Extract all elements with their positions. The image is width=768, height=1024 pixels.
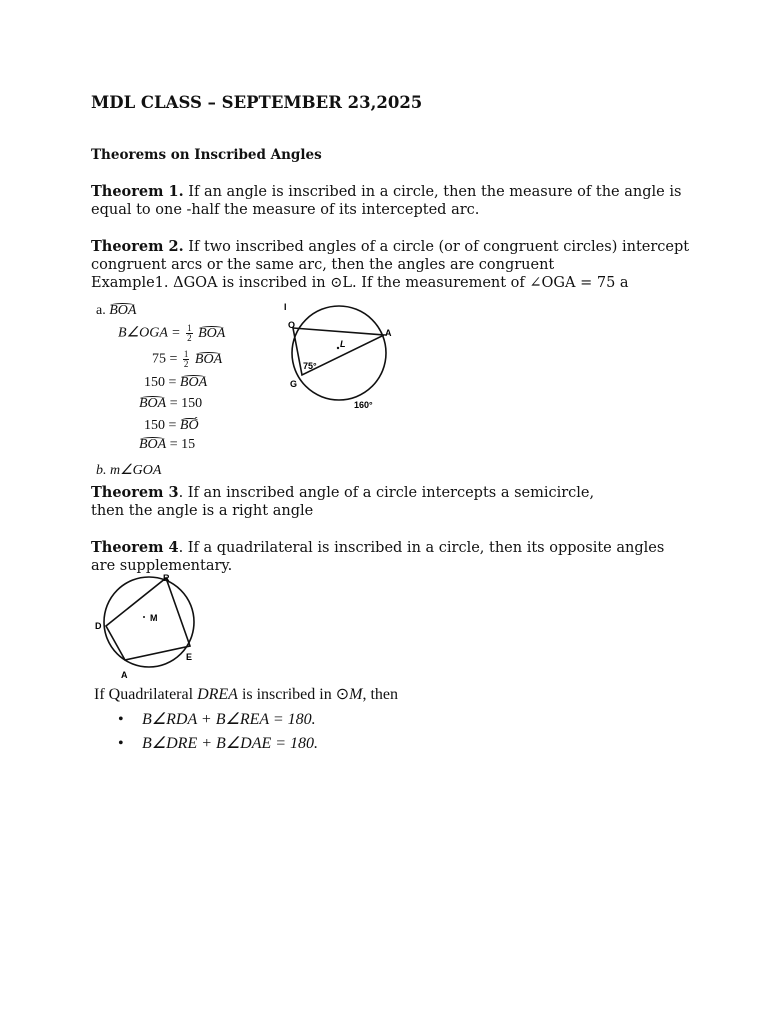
circle-m: [104, 577, 194, 667]
label-top-mark: I: [284, 302, 287, 312]
step-2-frac-num: 1: [183, 349, 189, 359]
theorem-2: [91, 238, 691, 274]
step-4-rhs: = 150: [166, 396, 203, 411]
step-2-frac-den: 2: [183, 359, 189, 369]
bullet-dot: •: [118, 735, 124, 752]
part-b: b. m∠GOA: [96, 463, 162, 478]
bullet-text-2: B∠DRE + B∠DAE = 180.: [142, 735, 319, 752]
step-2-fraction: [183, 350, 190, 369]
label-a-quad: A: [121, 670, 128, 680]
label-o: O: [288, 320, 296, 330]
circle-l: [292, 306, 386, 400]
part-a: [96, 303, 136, 319]
theorem-3: [91, 484, 691, 520]
example-1-text: Example1. ΔGOA is inscribed in ⊙L. If the measurement of ∠OGA = 75 a: [91, 275, 629, 291]
part-a-label: a.: [96, 303, 110, 318]
theorem-4-statement: [94, 684, 398, 704]
theorem-3-label: Theorem 3: [91, 484, 179, 501]
arc-label-160: 160°: [354, 400, 373, 410]
step-5: [144, 418, 199, 434]
theorem-4-label: Theorem 4: [91, 539, 179, 556]
theorem-1: [91, 183, 691, 219]
label-d: D: [95, 621, 102, 631]
label-a: A: [385, 328, 392, 338]
step-1: [118, 324, 225, 343]
statement-var: DREA: [197, 686, 238, 703]
step-1-arc: BOA: [198, 325, 226, 341]
statement-circle: M: [349, 686, 363, 703]
theorem-4-text: . If a quadrilateral is inscribed in a circle, then its opposite angles are supplementary.: [91, 540, 665, 574]
step-4-arc: BOA: [139, 396, 167, 411]
label-m: M: [150, 613, 158, 623]
center-m-point: [143, 616, 145, 618]
label-r: R: [163, 573, 170, 583]
label-l: L: [340, 339, 346, 349]
section-heading: Theorems on Inscribed Angles: [91, 147, 322, 163]
bullet-item-2: [118, 733, 318, 753]
statement-mid: is inscribed in ⊙: [237, 686, 350, 703]
angle-label-75: 75°: [303, 361, 317, 371]
theorem-2-label: Theorem 2.: [91, 238, 184, 255]
statement-suffix: , then: [362, 686, 398, 703]
step-3-arc: BOA: [179, 375, 208, 390]
step-1-frac-den: 2: [187, 333, 192, 343]
step-5-arc: BÓ: [179, 418, 199, 433]
step-6-arc: BOA: [139, 437, 167, 452]
theorem-3-text: . If an inscribed angle of a circle intercepts a semicircle,: [178, 485, 595, 501]
step-4: [139, 396, 202, 412]
quadrilateral-circle-diagram: [92, 572, 202, 682]
step-2-lhs: 75 =: [152, 351, 178, 367]
center-point: [337, 347, 339, 349]
step-6-rhs: = 15: [166, 437, 196, 452]
step-2: [152, 350, 222, 369]
statement-prefix: If Quadrilateral: [94, 686, 198, 703]
step-3: [144, 375, 207, 391]
quadrilateral-drea: [106, 578, 193, 662]
page-title: MDL CLASS – SEPTEMBER 23,2025: [91, 93, 423, 112]
step-3-lhs: 150 =: [144, 375, 180, 390]
bullet-text-1: B∠RDA + B∠REA = 180.: [142, 711, 316, 728]
label-g: G: [290, 379, 298, 389]
step-1-fraction: [186, 324, 193, 343]
step-2-arc: BOA: [194, 351, 223, 367]
step-5-lhs: 150 =: [144, 418, 180, 433]
example-circle-diagram: [278, 298, 398, 418]
theorem-4: [91, 539, 691, 575]
step-1-frac-num: 1: [187, 323, 192, 333]
theorem-1-label: Theorem 1.: [91, 183, 184, 200]
step-1-lhs: B∠OGA =: [118, 325, 181, 341]
theorem-1-text: If an angle is inscribed in a circle, then the measure of the angle is equal to one -half the measure of its intercepted arc.: [91, 184, 682, 218]
theorem-3-text-2: then the angle is a right angle: [91, 503, 314, 519]
theorem-2-text: If two inscribed angles of a circle (or of congruent circles) intercept congruent arcs or the same arc, then the angles are congruent: [91, 239, 690, 273]
bullet-item-1: [118, 709, 316, 729]
step-6: [139, 437, 205, 453]
part-a-arc: BOA: [109, 303, 137, 318]
label-e: E: [186, 652, 193, 662]
bullet-dot: •: [118, 711, 124, 728]
